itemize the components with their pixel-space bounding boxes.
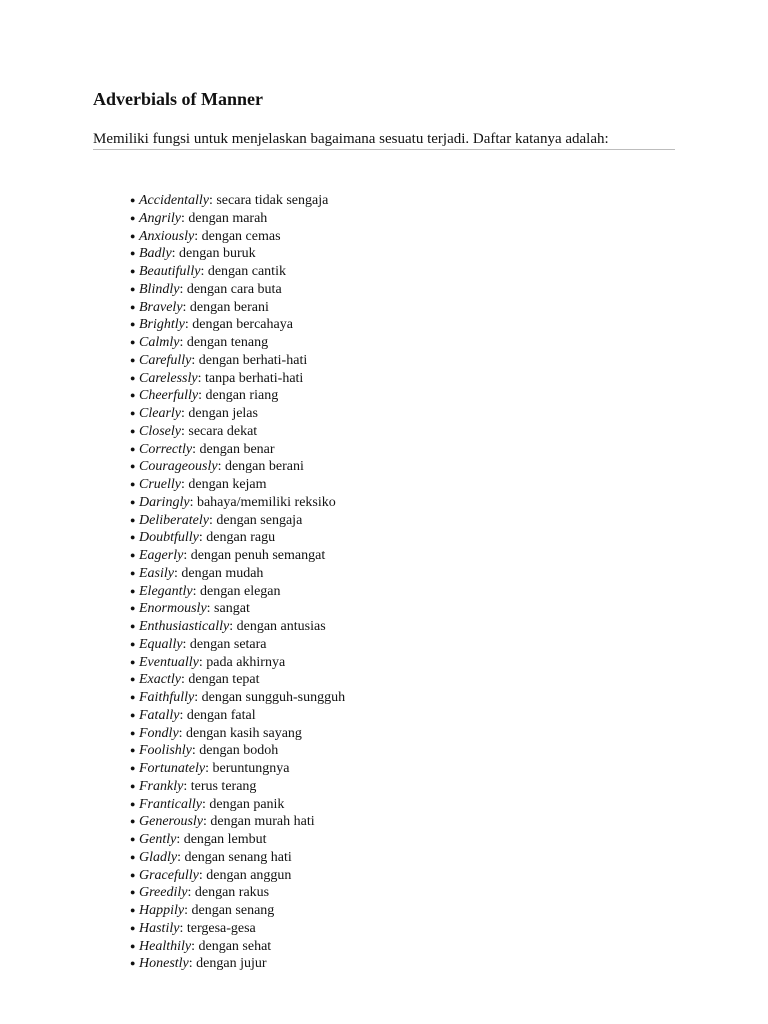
list-item: [130, 281, 345, 299]
list-item: [130, 316, 345, 334]
adverb-meaning: : dengan cemas: [194, 228, 281, 244]
adverb-term: Carelessly: [139, 370, 198, 386]
list-item: [130, 192, 345, 210]
adverb-meaning: : dengan antusias: [229, 619, 326, 634]
adverb-term: Calmly: [139, 335, 180, 350]
adverb-meaning: : dengan berani: [217, 459, 304, 475]
bullet-icon: ●: [130, 372, 136, 383]
list-item: [130, 228, 345, 246]
list-item: [130, 867, 345, 885]
adverb-term: Closely: [139, 423, 181, 439]
adverb-term: Fortunately: [139, 761, 206, 776]
adverb-term: Frantically: [139, 796, 202, 812]
adverb-term: Brightly: [139, 317, 185, 333]
list-item: [130, 707, 345, 725]
adverb-term: Fatally: [139, 707, 180, 723]
bullet-icon: ●: [130, 780, 136, 791]
list-item: [130, 654, 345, 672]
adverb-meaning: : bahaya/memiliki reksiko: [189, 494, 336, 510]
document-title: Adverbials of Manner: [93, 89, 263, 109]
adverb-meaning: : dengan senang: [184, 903, 275, 918]
bullet-icon: ●: [130, 692, 136, 702]
bullet-icon: ●: [130, 425, 136, 436]
bullet-icon: ●: [130, 496, 136, 507]
bullet-icon: ●: [130, 354, 136, 365]
adverb-meaning: : terus terang: [183, 778, 257, 794]
adverb-meaning: : dengan bodoh: [191, 743, 279, 759]
adverb-term: Accidentally: [139, 193, 209, 208]
adverb-term: Frankly: [139, 778, 184, 794]
bullet-icon: ●: [130, 532, 136, 543]
adverb-meaning: : dengan sengaja: [208, 512, 303, 528]
adverb-term: Beautifully: [139, 264, 201, 279]
adverb-meaning: : dengan setara: [182, 636, 267, 652]
list-item: [130, 689, 345, 707]
bullet-icon: ●: [130, 905, 136, 915]
bullet-icon: ●: [130, 745, 136, 756]
bullet-icon: ●: [130, 319, 136, 330]
list-item: [130, 547, 345, 565]
adverb-term: Gladly: [139, 849, 178, 865]
list-item: [130, 583, 345, 601]
adverb-term: Correctly: [139, 441, 193, 457]
adverb-term: Happily: [139, 903, 185, 918]
list-item: [130, 512, 345, 530]
adverb-list: [130, 192, 345, 973]
adverb-meaning: : dengan riang: [198, 388, 279, 404]
bullet-icon: ●: [130, 408, 136, 418]
adverb-meaning: : dengan anggun: [198, 867, 292, 883]
adverb-term: Clearly: [139, 406, 181, 421]
adverb-meaning: : dengan kejam: [181, 477, 267, 492]
list-item: [130, 778, 345, 796]
adverb-meaning: : tanpa berhati-hati: [197, 370, 304, 386]
adverb-meaning: : dengan kasih sayang: [178, 725, 302, 741]
list-item: [130, 955, 345, 973]
adverb-term: Enormously: [139, 601, 207, 617]
adverb-meaning: : dengan tepat: [180, 672, 260, 688]
adverb-meaning: : dengan berani: [182, 299, 269, 315]
list-item: [130, 352, 345, 370]
list-item: [130, 334, 345, 352]
bullet-icon: ●: [130, 301, 136, 312]
adverb-meaning: : dengan cantik: [200, 264, 286, 279]
list-item: [130, 902, 345, 920]
bullet-icon: ●: [130, 230, 136, 241]
adverb-term: Honestly: [139, 956, 189, 972]
adverb-term: Enthusiastically: [139, 619, 230, 634]
bullet-icon: ●: [130, 195, 136, 205]
adverb-term: Eventually: [139, 654, 199, 670]
list-item: [130, 458, 345, 476]
bullet-icon: ●: [130, 656, 136, 667]
adverb-term: Doubtfully: [139, 530, 199, 546]
list-item: [130, 636, 345, 654]
bullet-icon: ●: [130, 922, 136, 933]
adverb-meaning: : dengan buruk: [171, 246, 256, 262]
list-item: [130, 742, 345, 760]
bullet-icon: ●: [130, 585, 136, 596]
bullet-icon: ●: [130, 709, 136, 720]
adverb-meaning: : dengan fatal: [179, 707, 256, 723]
list-item: [130, 884, 345, 902]
adverb-term: Carefully: [139, 352, 192, 368]
bullet-icon: ●: [130, 851, 136, 862]
adverb-term: Deliberately: [139, 512, 209, 528]
adverb-term: Cruelly: [139, 477, 181, 492]
adverb-term: Blindly: [139, 281, 180, 297]
adverb-meaning: : dengan berhati-hati: [191, 352, 308, 368]
adverb-meaning: : dengan rakus: [187, 885, 270, 901]
adverb-term: Exactly: [139, 672, 181, 688]
bullet-icon: ●: [130, 514, 136, 525]
bullet-icon: ●: [130, 479, 136, 489]
adverb-meaning: : dengan senang hati: [177, 849, 292, 865]
bullet-icon: ●: [130, 567, 136, 578]
bullet-icon: ●: [130, 763, 136, 773]
adverb-term: Daringly: [139, 494, 190, 510]
list-item: [130, 423, 345, 441]
adverb-term: Greedily: [139, 885, 188, 901]
bullet-icon: ●: [130, 798, 136, 809]
adverb-meaning: : dengan benar: [192, 441, 275, 457]
bullet-icon: ●: [130, 550, 136, 560]
list-item: [130, 796, 345, 814]
adverb-meaning: : dengan elegan: [192, 583, 281, 599]
adverb-meaning: : dengan marah: [181, 210, 268, 226]
adverb-meaning: : dengan cara buta: [179, 281, 282, 297]
adverb-term: Bravely: [139, 299, 183, 315]
adverb-term: Generously: [139, 814, 204, 830]
list-item: [130, 299, 345, 317]
bullet-icon: ●: [130, 816, 136, 827]
adverb-meaning: : dengan jelas: [181, 406, 258, 421]
list-item: [130, 725, 345, 743]
adverb-meaning: : dengan jujur: [188, 956, 267, 972]
adverb-term: Eagerly: [139, 548, 184, 563]
adverb-meaning: : dengan sehat: [191, 938, 272, 954]
bullet-icon: ●: [130, 461, 136, 472]
adverb-term: Foolishly: [139, 743, 192, 759]
adverb-meaning: : beruntungnya: [205, 761, 290, 776]
list-item: [130, 760, 345, 778]
list-item: [130, 938, 345, 956]
list-item: [130, 263, 345, 281]
list-item: [130, 494, 345, 512]
adverb-meaning: : dengan panik: [202, 796, 285, 812]
bullet-icon: ●: [130, 887, 136, 898]
list-item: [130, 370, 345, 388]
bullet-icon: ●: [130, 958, 136, 969]
bullet-icon: ●: [130, 283, 136, 294]
bullet-icon: ●: [130, 248, 136, 259]
adverb-term: Faithfully: [139, 690, 195, 705]
list-item: [130, 387, 345, 405]
list-item: [130, 600, 345, 618]
adverb-term: Gracefully: [139, 867, 199, 883]
bullet-icon: ●: [130, 621, 136, 631]
list-item: [130, 476, 345, 494]
adverb-term: Hastily: [139, 920, 180, 936]
list-item: [130, 405, 345, 423]
adverb-term: Courageously: [139, 459, 218, 475]
list-item: [130, 245, 345, 263]
list-item: [130, 618, 345, 636]
adverb-term: Easily: [139, 565, 174, 581]
adverb-term: Healthily: [139, 938, 192, 954]
adverb-meaning: : dengan murah hati: [203, 814, 315, 830]
bullet-icon: ●: [130, 443, 136, 454]
list-item: [130, 831, 345, 849]
list-item: [130, 849, 345, 867]
list-item: [130, 565, 345, 583]
intro-paragraph: Memiliki fungsi untuk menjelaskan bagaimana sesuatu terjadi. Daftar katanya adalah:: [93, 130, 675, 150]
adverb-meaning: : dengan sungguh-sungguh: [194, 690, 346, 705]
list-item: [130, 441, 345, 459]
bullet-icon: ●: [130, 390, 136, 401]
list-item: [130, 210, 345, 228]
adverb-meaning: : tergesa-gesa: [179, 920, 256, 936]
bullet-icon: ●: [130, 674, 136, 685]
adverb-term: Elegantly: [139, 583, 193, 599]
list-item: [130, 671, 345, 689]
adverb-term: Cheerfully: [139, 388, 199, 404]
bullet-icon: ●: [130, 940, 136, 951]
bullet-icon: ●: [130, 834, 136, 844]
adverb-meaning: : dengan ragu: [198, 530, 276, 546]
adverb-term: Fondly: [139, 725, 179, 741]
bullet-icon: ●: [130, 212, 136, 223]
adverb-meaning: : dengan penuh semangat: [183, 548, 326, 563]
adverb-meaning: : dengan lembut: [176, 832, 267, 847]
adverb-meaning: : dengan tenang: [179, 335, 269, 350]
adverb-term: Anxiously: [139, 228, 195, 244]
bullet-icon: ●: [130, 603, 136, 614]
adverb-term: Angrily: [139, 210, 181, 226]
list-item: [130, 529, 345, 547]
adverb-meaning: : dengan mudah: [174, 565, 264, 581]
adverb-term: Badly: [139, 246, 172, 262]
adverb-meaning: : dengan bercahaya: [184, 317, 293, 333]
bullet-icon: ●: [130, 869, 136, 880]
adverb-meaning: : sangat: [206, 601, 250, 617]
list-item: [130, 813, 345, 831]
bullet-icon: ●: [130, 266, 136, 276]
adverb-meaning: : pada akhirnya: [198, 654, 286, 670]
list-item: [130, 920, 345, 938]
adverb-term: Gently: [139, 832, 177, 847]
adverb-term: Equally: [139, 636, 183, 652]
adverb-meaning: : secara dekat: [181, 423, 258, 439]
adverb-meaning: : secara tidak sengaja: [208, 193, 329, 208]
bullet-icon: ●: [130, 638, 136, 649]
bullet-icon: ●: [130, 337, 136, 347]
bullet-icon: ●: [130, 727, 136, 738]
